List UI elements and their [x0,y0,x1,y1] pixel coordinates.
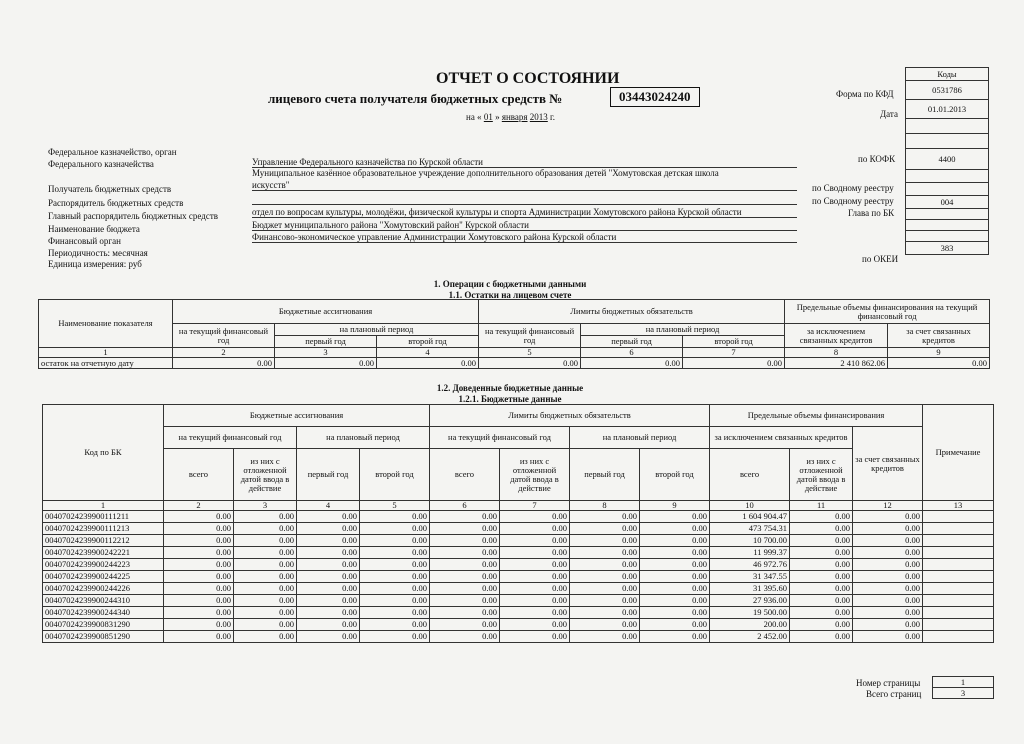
row-value: 0.00 [430,523,500,535]
row-value: 0.00 [360,535,430,547]
header-plan: на плановый период [275,324,479,336]
row-value: 0.00 [640,583,710,595]
recipient-value-2: искусств" [252,180,797,191]
header-current-2: на текущий финансовый год [430,427,570,449]
row-code: 00407024239900831290 [43,619,164,631]
treasury-value: Управление Федерального казначейства по Курской области [252,157,797,168]
header-fin: Предельные объемы финансирования на текущий финансовый год [785,300,990,324]
row-value: 1 604 904.47 [710,511,790,523]
row-value: 0.00 [164,571,234,583]
period-label: Периодичность: месячная [48,248,148,258]
page-number: 1 [933,677,994,688]
row-value: 0.00 [234,535,297,547]
budget-data-table [42,404,994,643]
row-value: 0.00 [640,535,710,547]
row-value: 0.00 [500,559,570,571]
row-value: 0.00 [500,607,570,619]
row-value: 0.00 [297,619,360,631]
row-value: 0.00 [430,571,500,583]
row-value: 0.00 [500,523,570,535]
row-value: 0.00 [297,595,360,607]
row-value: 0.00 [360,571,430,583]
row-value: 0.00 [570,535,640,547]
row-value: 0.00 [164,619,234,631]
row-value: 0.00 [297,535,360,547]
row-code: 00407024239900111213 [43,523,164,535]
table-row [43,595,994,607]
row-value: 0.00 [570,595,640,607]
form-code: 0531786 [906,81,989,100]
row-value: 0.00 [790,523,853,535]
budget-value: Бюджет муниципального района "Хомутовский район" Курской области [252,220,797,231]
header-plan-2: на плановый период [581,324,785,336]
row-value: 0.00 [570,547,640,559]
header-limits: Лимиты бюджетных обязательств [430,405,710,427]
total-pages: 3 [933,688,994,699]
header-second-2: второй год [640,449,710,501]
header-current: на текущий финансовый год [164,427,297,449]
manager-label: Распорядитель бюджетных средств [48,198,184,208]
header-plan: на плановый период [297,427,430,449]
row-value [923,595,994,607]
codes-table [905,67,989,255]
row-value: 0.00 [360,595,430,607]
row-code: 00407024239900111211 [43,511,164,523]
header-assign: Бюджетные ассигнования [173,300,479,324]
row-value: 0.00 [640,595,710,607]
row-value: 0.00 [297,523,360,535]
fin-label: Финансовый орган [48,236,121,246]
row-value [923,619,994,631]
row-value: 200.00 [710,619,790,631]
row-value: 0.00 [790,631,853,643]
row-value: 0.00 [570,511,640,523]
row-value: 19 500.00 [710,607,790,619]
row-value: 0.00 [570,523,640,535]
fin-value: Финансово-экономическое управление Администрации Хомутовского района Курской области [252,232,797,243]
row-value: 0.00 [430,595,500,607]
section1-number-row: 1 2 3 4 5 6 7 8 9 [39,348,990,358]
row-value: 0.00 [500,535,570,547]
row-value: 0.00 [853,619,923,631]
row-value: 0.00 [790,583,853,595]
row-value: 0.00 [164,547,234,559]
row-code: 00407024239900851290 [43,631,164,643]
row-code: 00407024239900244340 [43,607,164,619]
chief-value: отдел по вопросам культуры, молодёжи, физической культуры и спорта Администрации Хомутовского района Курской области [252,207,797,218]
row-value: 0.00 [790,595,853,607]
row-value: 0.00 [164,523,234,535]
header-current-2: на текущий финансовый год [479,324,581,348]
row-value: 0.00 [853,631,923,643]
row-value: 0.00 [430,511,500,523]
row-value [923,607,994,619]
row-value: 0.00 [430,619,500,631]
section2-number-row: 1 2 3 4 5 6 7 8 9 10 11 12 13 [43,501,994,511]
header-second: второй год [377,336,479,348]
header-total-3: всего [710,449,790,501]
header-plan-2: на плановый период [570,427,710,449]
row-value: 27 936.00 [710,595,790,607]
row-value: 31 395.60 [710,583,790,595]
bk-code: 004 [906,196,989,209]
row-value: 0.00 [570,571,640,583]
row-value: 0.00 [360,559,430,571]
report-subtitle: лицевого счета получателя бюджетных средств № [268,91,563,106]
report-title: ОТЧЕТ О СОСТОЯНИИ [436,70,620,87]
row-value: 0.00 [853,511,923,523]
section2-title: 1.2. Доведенные бюджетные данные [436,383,584,393]
header-first: первый год [297,449,360,501]
row-value: 0.00 [360,619,430,631]
recipient-value: Муниципальное казённое образовательное учреждение дополнительного образования детей "Хомутовская детская школа [252,168,719,178]
row-value: 473 754.31 [710,523,790,535]
row-value [923,511,994,523]
row-value: 0.00 [853,595,923,607]
row-value: 0.00 [500,619,570,631]
row-value: 0.00 [790,559,853,571]
row-value: 0.00 [640,547,710,559]
header-first: первый год [275,336,377,348]
row-value: 0.00 [640,631,710,643]
row-value: 0.00 [570,583,640,595]
row-value: 0.00 [360,547,430,559]
row-code: 00407024239900242221 [43,547,164,559]
row-value: 0.00 [430,559,500,571]
row-value [923,523,994,535]
header-name: Наименование показателя [39,300,173,348]
header-deferred-2: из них с отложенной датой ввода в действие [500,449,570,501]
row-value: 0.00 [164,595,234,607]
row-value: 0.00 [234,547,297,559]
row-value [923,583,994,595]
table-row [43,535,994,547]
row-value: 0.00 [640,523,710,535]
row-value: 10 700.00 [710,535,790,547]
row-value: 0.00 [430,535,500,547]
row-value: 0.00 [164,511,234,523]
row-value: 0.00 [430,583,500,595]
header-assign: Бюджетные ассигнования [164,405,430,427]
row-value: 0.00 [297,607,360,619]
row-value [923,547,994,559]
kofk-code: 4400 [906,149,989,170]
row-value: 0.00 [570,607,640,619]
table-row [43,583,994,595]
table-row [43,607,994,619]
header-total-2: всего [430,449,500,501]
row-value: 0.00 [234,523,297,535]
row-value: 0.00 [430,631,500,643]
table-row [43,559,994,571]
row-code: 00407024239900244225 [43,571,164,583]
row-value: 0.00 [640,619,710,631]
kofk-label: по КОФК [858,154,896,164]
header-second: второй год [360,449,430,501]
header-total: всего [164,449,234,501]
report-date: на « 01 » января 2013 г. [466,112,555,122]
table-row [43,547,994,559]
header-excl: за исключением связанных кредитов [785,324,888,348]
table-row [43,511,994,523]
row-value: 0.00 [164,583,234,595]
header-note: Примечание [923,405,994,501]
row-value: 0.00 [500,595,570,607]
row-value: 0.00 [853,583,923,595]
row-value: 0.00 [853,523,923,535]
row-value: 0.00 [790,619,853,631]
row-value: 0.00 [360,631,430,643]
header-first-2: первый год [570,449,640,501]
registry-label-1: по Сводному реестру [812,183,894,193]
okei-code: 383 [906,242,989,255]
page-number-label: Номер страницы [856,678,921,688]
treasury-label-2: Федерального казначейства [48,159,154,169]
page-info-table [932,676,994,699]
balances-table [38,299,990,369]
header-limits: Лимиты бюджетных обязательств [479,300,785,324]
row-value: 0.00 [234,559,297,571]
row-value: 31 347.55 [710,571,790,583]
row-value: 46 972.76 [710,559,790,571]
bk-label: Глава по БК [848,208,895,218]
chief-label: Главный распорядитель бюджетных средств [48,211,218,221]
balance-row: остаток на отчетную дату 0.00 0.00 0.00 0.00 0.00 0.00 2 410 862.06 0.00 [39,358,990,369]
balance-row-label: остаток на отчетную дату [39,358,173,369]
row-code: 00407024239900244223 [43,559,164,571]
row-value: 0.00 [430,547,500,559]
row-value: 0.00 [164,535,234,547]
row-value: 0.00 [360,607,430,619]
header-credits: за счет связанных кредитов [853,427,923,501]
row-value: 0.00 [790,511,853,523]
unit-label: Единица измерения: руб [48,259,142,269]
date-code: 01.01.2013 [906,100,989,119]
row-value: 0.00 [234,631,297,643]
account-number: 03443024240 [610,87,700,107]
header-credits: за счет связанных кредитов [888,324,990,348]
row-value: 0.00 [640,607,710,619]
header-fin: Предельные объемы финансирования [710,405,923,427]
row-value [923,571,994,583]
row-value: 0.00 [790,571,853,583]
row-value: 0.00 [234,583,297,595]
header-deferred: из них с отложенной датой ввода в действие [234,449,297,501]
row-value: 0.00 [790,607,853,619]
row-value: 0.00 [360,583,430,595]
row-value: 0.00 [640,559,710,571]
row-value: 0.00 [297,559,360,571]
row-value: 0.00 [360,523,430,535]
header-excl: за исключением связанных кредитов [710,427,853,449]
row-value [923,631,994,643]
row-value: 0.00 [297,547,360,559]
form-label: Форма по КФД [836,89,894,99]
table-row [43,631,994,643]
header-second-2: второй год [683,336,785,348]
table-row [43,523,994,535]
row-value: 0.00 [853,547,923,559]
row-value: 0.00 [297,583,360,595]
row-value: 0.00 [500,631,570,643]
row-value: 0.00 [297,631,360,643]
row-value: 0.00 [853,535,923,547]
row-value: 11 999.37 [710,547,790,559]
table-row [43,571,994,583]
row-value: 0.00 [640,511,710,523]
section1-title: 1. Операции с бюджетными данными [433,279,587,289]
header-code: Код по БК [43,405,164,501]
row-value: 2 452.00 [710,631,790,643]
row-value: 0.00 [164,607,234,619]
okei-label: по ОКЕИ [862,254,899,264]
row-value: 0.00 [790,547,853,559]
manager-value-line [252,203,797,205]
date-label: Дата [880,109,898,119]
table-row [43,619,994,631]
row-value: 0.00 [570,631,640,643]
row-value: 0.00 [234,607,297,619]
recipient-label: Получатель бюджетных средств [48,184,172,194]
row-value: 0.00 [234,595,297,607]
row-code: 00407024239900112212 [43,535,164,547]
row-value: 0.00 [164,559,234,571]
row-value: 0.00 [853,571,923,583]
total-pages-label: Всего страниц [866,689,922,699]
row-value: 0.00 [790,535,853,547]
row-value: 0.00 [297,571,360,583]
row-value: 0.00 [853,607,923,619]
row-value: 0.00 [500,511,570,523]
row-value: 0.00 [164,631,234,643]
row-value: 0.00 [640,571,710,583]
treasury-label: Федеральное казначейство, орган [48,147,177,157]
budget-label: Наименование бюджета [48,224,140,234]
row-value: 0.00 [297,511,360,523]
row-value: 0.00 [234,511,297,523]
header-current: на текущий финансовый год [173,324,275,348]
header-first-2: первый год [581,336,683,348]
row-value: 0.00 [500,547,570,559]
row-value [923,559,994,571]
section1-subtitle: 1.1. Остатки на лицевом счете [448,290,572,300]
section2-subtitle: 1.2.1. Бюджетные данные [458,394,562,404]
row-value: 0.00 [360,511,430,523]
registry-label-2: по Сводному реестру [812,196,894,206]
row-value: 0.00 [234,571,297,583]
row-value: 0.00 [570,559,640,571]
row-value: 0.00 [853,559,923,571]
row-code: 00407024239900244310 [43,595,164,607]
row-value: 0.00 [500,571,570,583]
header-deferred-3: из них с отложенной датой ввода в действие [790,449,853,501]
row-value: 0.00 [234,619,297,631]
codes-header: Коды [906,68,989,81]
row-value: 0.00 [570,619,640,631]
row-code: 00407024239900244226 [43,583,164,595]
row-value: 0.00 [500,583,570,595]
row-value: 0.00 [430,607,500,619]
row-value [923,535,994,547]
